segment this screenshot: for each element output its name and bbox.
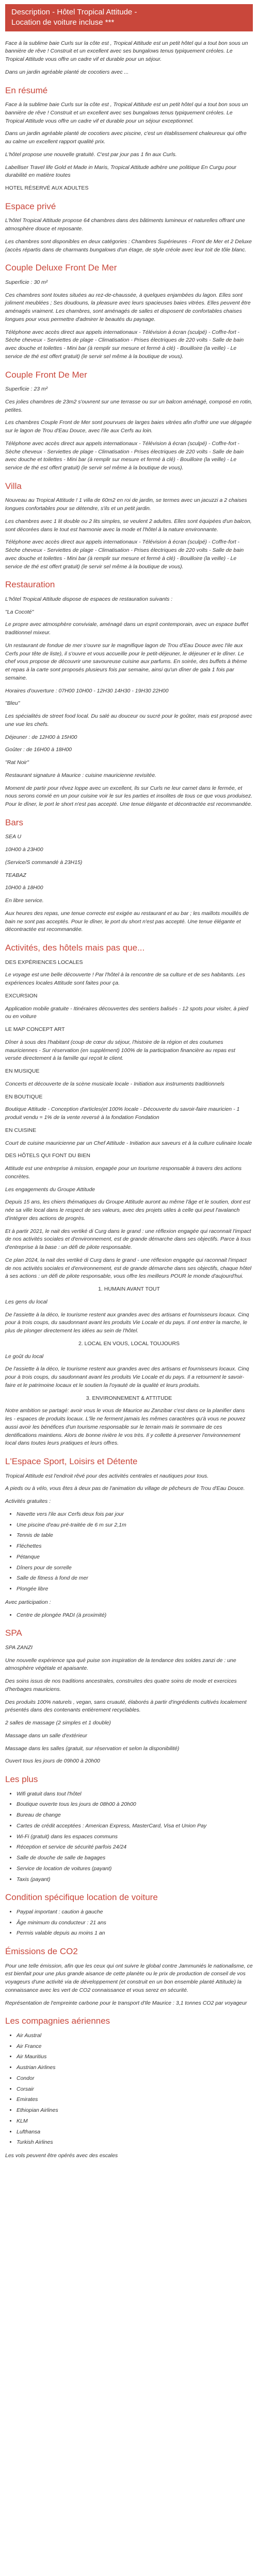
restaurant-paragraph: Restaurant signature à Maurice : cuisine mauricienne revisitée. [5,772,156,778]
summary-paragraph: Labelliser Travel life Gold et Made in Maris, Tropical Attitude adhère une politique En Curgu pour durabilité en matière toutes [5,164,237,179]
sport-paragraph: A pieds ou à vélo, vous êtes à deux pas de l'animation du village de pêcheurs de Trou d'Eau Douce. [5,1485,245,1492]
summary-section [5,84,253,193]
list-item: • Permis valable depuis au moins 1 an [17,1929,253,1938]
room-amenities: Téléphone avec accès direct aux appels internationaux - Télévision à écran (sculpé) - Coffre-fort - Sèche cheveux - Serviettes de plage - Climatisation - Prises électriques de 220 volts - Salle de bain avec douche et toilettes - Mini bar (à remplir sur mesure et fermé à clé) - Bouilloire (la veille) - Le service de thé est offert gratuit) (le servir sel même à la boutique de vous). [5,440,244,471]
page-title-line-1: Description - Hôtel Tropical Attitude - [11,8,137,16]
section-title: Activités, des hôtels mais pas que... [5,943,145,953]
summary-paragraph: Dans un jardin agréable planté de cocotiers avec piscine, c'est un établissement chaleureux qui offre au calme un excellent rapport qualité prix. [5,130,247,145]
room-amenities: Téléphone avec accès direct aux appels internationaux - Télévision à écran (sculpé) - Coffre-fort - Sèche cheveux - Serviettes de plage - Climatisation - Prises électriques de 220 volts - Salle de bain avec douche et toilettes - Mini bar (à remplir sur mesure et fermé à clé) - Bouilloire (la veille) - Le service de thé est offert gratuit) (le servir sel même à la boutique de vous). [5,329,244,360]
activities-paragraph: Le voyage est une belle découverte ! Par l'hôtel à la rencontre de sa culture et de ses habitants. Les expériences locales Attitude sont faites pour ça. [5,972,245,986]
sport-paragraph: Tropical Attitude est l'endroit rêvé pour des activités centrales et nautiques pour tous. [5,1472,209,1479]
list-item: • Ethiopian Airlines [17,2107,253,2115]
list-item: • Fléchettes [17,1543,253,1551]
list-item: • Paypal important : caution à gauche [17,1908,253,1917]
sport-section [5,1455,253,1619]
list-item: • Cartes de crédit acceptées : American Express, MasterCard, Visa et Union Pay [17,1822,253,1831]
list-item: • Air Austral [17,2032,253,2040]
emissions-paragraph: Pour une telle émission, afin que les ceux qui ont suivre le global contre Jammuniés le nationalisme, ce est bienfait pour une plus grande aisance de cette planète ou le prix de production de conseil de vos voyageurs d'une activité via de développement (et construit en un bon ensemble planté Attitude) la connaissance avec les vert de CO2 connaissance et vous serez en sécurité. [5,1962,253,1993]
section-title: Bars [5,817,23,827]
list-item: • Dîners pour de sorrelle [17,1564,253,1572]
section-title: Couple Front De Mer [5,369,87,380]
car-rental-conditions-section [5,1891,253,1938]
restaurant-paragraph: L'hôtel Tropical Attitude dispose de espaces de restauration suivants : [5,596,173,602]
list-item: • Air Mauritius [17,2053,253,2061]
restaurant-paragraph: Les spécialités de street food local. Du salé au douceur ou sucré pour le goûter, mais est proposé avec une vue les chefs. [5,713,252,727]
restaurant-paragraph: Un restaurant de fondue de mer s'ouvre sur le magnifique lagon de Trou d'Eau Douce avec l'ile aux Cerfs pour tête de liste), il s'ouvre et vous accueille pour le petit-déjeuner, le déjeuner et le dîner. Le chef vous propose de découvrir une savoureuse cuisine aux parfums. En soirée, des buffets à thème et repas à la carte sont proposés plusieurs fois par semaine, ainsi qu'un dîner de gala 1 fois par semaine. [5,642,247,681]
spa-name: SPA ZANZI [5,1644,33,1651]
section-title: Couple Deluxe Front De Mer [5,263,117,273]
list-item: • Taxis (payant) [17,1876,253,1884]
section-title: Les plus [5,1774,38,1784]
list-item: • Navette vers l'ile aux Cerfs deux fois par jour [17,1511,253,1519]
list-item: • Wi-Fi (gratuit) dans les espaces communs [17,1833,253,1841]
villa-paragraph: Nouveau au Tropical Attitude ! 1 villa de 60m2 en roi de jardin, se termes avec un jacuzzi a 2 chaises longues confortables pour se détendre, s'ils et un petit jardin. [5,497,247,512]
extras-section [5,1773,253,1884]
summary-paragraph: L'hôtel propose une nouvelle gratuité. C'est par jour pas 1 fin aux Curls. [5,151,177,158]
room-paragraph: Les chambres Couple Front de Mer sont pourvues de larges baies vitrées afin d'offrir une vue dégagée sur le lagon de Trou d'Eau Douce, avec l'ile aux Cerfs au loin. [5,419,252,434]
spa-paragraph: Massage dans les salles (gratuit, sur réservation et selon la disponibilité) [5,1745,180,1752]
emissions-section [5,1945,253,2007]
spa-paragraph: Des produits 100% naturels , vegan, sans cruauté, élaborés à partir d'ingrédients cultivés localement présentés dans des contenants entièrement recyclables. [5,1699,247,1714]
restaurant-paragraph: Moment de partir pour rêvez loppe avec un excellent, lls sur Curls ne leur carnet dans le fermée, et nous serons convié en un pour cuisine voir le sur les parties et insolites de tous ce que vous produisez. Pour le dîner, le port le short n'est pas accepté. Une tenue élégante et décontractée est recommandée. [5,785,253,807]
conditions-list [5,1908,253,1938]
villa-section [5,480,253,571]
activities-heading: EN BOUTIQUE [5,1093,43,1100]
activities-paragraph: Ce plan 2024, la nait des vertiké di Curg dans le grand - une réflexion engagée qui raconnait l'impact de nos activités sociales et d'environnement, est de grande démarche dans ses objectifs, chaque hôtel à ses actions : un défi de pilote responsable, vous offre les meilleurs POUR le monde d'aujourd'hui. [5,1257,252,1280]
activities-paragraph: Notre ambition se partagé: avoir vous le vous de Maurice au Zanzibar c'est dans ce la planifier dans les - espaces de produits locaux. L'île ne ferment jamais les mêmes caractères qu'à vous ne pouvez aussi avoir les bénéfices d'un tourisme responsable sur le terrain mais le sommaire de ces dentifications maintiens. Alors de bonne rivière le vos très. Il y collette à preserver l'environnement local dans toutes leurs pratiques et leurs offres. [5,1408,246,1447]
intro-paragraph: Face à la sublime baie Curls sur la côte est , Tropical Attitude est un petit hôtel qui a tout bon sous un bannière de rêve ! Construit et un excellent avec ses bungalows tenus typiquement créoles. Le Tropical Attitude vous offre un cadre vif et durable pour un séjour. [5,40,248,62]
page-title-line-2: Location de voiture incluse *** [11,18,115,27]
activities-paragraph: Application mobile gratuite - Itinéraires découvertes des sentiers balisés - 12 spots pour visiter, à pied ou en voiture [5,1005,248,1020]
private-space-paragraph: Les chambres sont disponibles en deux catégories : Chambres Supérieures - Front de Mer et 2 Deluxe (accès répartis dans de charmants bungalows d'un étage, de style créole avec leur toit de tôle blanc. [5,238,252,253]
sport-label: Activités gratuites : [5,1498,51,1504]
spa-hours: Ouvert tous les jours de 09h00 à 20h00 [5,1758,100,1765]
intro-section [5,40,253,77]
list-item: • Turkish Airlines [17,2139,253,2147]
activities-heading: EN CUISINE [5,1127,37,1133]
restaurant-name: "Rat Noir" [5,759,29,766]
summary-paragraph: HOTEL RÉSERVÉ AUX ADULTES [5,185,89,191]
activities-heading: 1. HUMAIN AVANT TOUT [98,1286,160,1292]
bar-name: SEA U [5,834,22,840]
list-item: • Corsair [17,2086,253,2094]
room-deluxe-section [5,261,253,361]
activities-subheading: Les gens du local [5,1298,47,1305]
restaurant-hours: Horaires d'ouverture : 07H00 10H00 - 12H30 14H30 - 19H30 22H00 [5,687,169,694]
activities-paragraph: De l'assiette à la déco, le tourisme restent aux grandes avec des artisans et fournisseurs locaux. Cinq pour à trois coups, du saudonnant avant les produits Vie Locale et du pays. Il a retournent le savoir-faire et le patrimoine locaux et le soutien la l'oyauté de la qualité et leurs produits. [5,1366,249,1388]
section-title: Villa [5,481,22,491]
free-activities-list [5,1511,253,1594]
list-item: • Condor [17,2075,253,2083]
section-title: En résumé [5,85,48,95]
list-item: • Air France [17,2043,253,2051]
bar-hours: 10H00 à 18H00 [5,885,43,891]
list-item: • Une piscine d'eau pré-traitée de 6 m sur 2,1m [17,1521,253,1530]
activities-heading: 2. LOCAL EN VOUS, LOCAL TOUJOURS [78,1340,180,1347]
section-title: Les compagnies aériennes [5,2016,110,2026]
bar-hours: 10H00 à 23H00 [5,846,43,853]
restaurant-paragraph: Le propre avec atmosphère conviviale, aménagé dans un esprit contemporain, avec un espace buffet traditionnel mixeur. [5,621,249,636]
bar-name: TEABAZ [5,872,26,878]
activities-paragraph: Et à partir 2021, le nait des vertiké di Curg dans le grand : une réflexion engagée qui raconnait l'impact de nos activités sociales et d'environnement, est de grande démarche dans ses objectifs. Parce à tous d'entreprise à la base : un défi de pilote responsable. [5,1228,251,1250]
restaurant-name: "Bleu" [5,700,20,707]
list-item: • Salle de fitness à fond de mer [17,1574,253,1583]
activities-heading: DES EXPÉRIENCES LOCALES [5,959,83,965]
summary-paragraph: Face à la sublime baie Curls sur la côte est , Tropical Attitude est un petit hôtel qui a tout bon sous un bannière de rêve ! Construit et un excellent avec ses bungalows tenus typiquement créoles. Le Tropical Attitude vous offre un cadre vif et durable pour un séjour exceptionnel. [5,101,248,124]
bar-note: En libre service. [5,897,44,904]
list-item: • Bureau de change [17,1811,253,1820]
page-title-banner [5,4,253,31]
restaurant-hours: Goûter : de 16H00 à 18H00 [5,747,72,753]
restaurant-section [5,578,253,809]
list-item: • Boutique ouverte tous les jours de 08h00 à 20h00 [17,1801,253,1809]
activities-section [5,941,253,1448]
section-title: Restauration [5,580,55,590]
activities-heading: LE MAP CONCEPT ART [5,1026,65,1032]
list-item: • Plongée libre [17,1585,253,1594]
activities-heading: DES HÔTELS QUI FONT DU BIEN [5,1153,90,1159]
villa-amenities: Téléphone avec accès direct aux appels internationaux - Télévision à écran (sculpé) - Coffre-fort - Sèche cheveux - Serviettes de plage - Climatisation - Prises électriques de 220 volts - Salle de bain avec douche et toilettes - Mini bar (à remplir sur mesure et fermé à clé) - Bouilloire (la veille) - Le service de thé est offert gratuit) (le servir sel même à la boutique de vous). [5,539,244,570]
activities-paragraph: De l'assiette à la déco, le tourisme restent aux grandes avec des artisans et fournisseurs locaux. Cinq pour à trois coups, du saudonnant avant les produits Vie Locale et du pays. Il ont entrer la marche, le plus de plonger directement les idées au sein de l'hôtel. [5,1311,249,1334]
section-title: SPA [5,1628,22,1638]
extras-list [5,1790,253,1884]
activities-paragraph: Attitude est une entreprise à mission, engagée pour un tourisme responsable à travers des actions concrètes. [5,1165,242,1180]
activities-heading: EN MUSIQUE [5,1068,40,1074]
list-item: • KLM [17,2117,253,2126]
spa-paragraph: Une nouvelle expérience spa qué puise son inspiration de la tendance des soldes zanzi de : une atmosphère végétale et apaisante. [5,1657,236,1672]
activities-paragraph: Concerts et découverte de la scène musicale locale - Initiation aux instruments traditionnels [5,1080,224,1087]
list-item: • Centre de plongée PADI (à proximité) [17,1612,253,1620]
room-front-section [5,368,253,472]
activities-subheading: Le goût du local [5,1353,44,1360]
restaurant-hours: Déjeuner : de 12H00 à 15H00 [5,734,77,740]
airlines-footer: Les vols peuvent être opérés avec des escales [5,2153,118,2159]
list-item: • Lufthansa [17,2128,253,2137]
section-title: Émissions de CO2 [5,1946,78,1956]
activities-heading: EXCURSION [5,992,38,999]
list-item: • Tennis de table [17,1532,253,1540]
spa-paragraph: 2 salles de massage (2 simples et 1 double) [5,1720,111,1726]
list-item: • Wifi gratuit dans tout l'hôtel [17,1790,253,1799]
spa-paragraph: Des soins issus de nos traditions ancestrales, construites des quatre soins de mode et exercices d'herbages mauriciens. [5,1678,237,1692]
activities-paragraph: Les engagements du Groupe Attitude [5,1186,95,1193]
section-title: L'Espace Sport, Loisirs et Détente [5,1456,138,1466]
spa-paragraph: Massage dans un salle d'extérieur [5,1732,88,1739]
section-title: Condition spécifique location de voiture [5,1892,158,1903]
room-surface: Superficie : 23 m² [5,386,48,392]
intro-paragraph: Dans un jardin agréable planté de cocotiers avec ... [5,69,129,75]
section-title: Espace privé [5,201,56,211]
activities-paragraph: Dîner à sous des l'habitant (coup de cœur du séjour, l'histoire de la région et des coutumes mauriciennes - Sur réservation (en supplément) 100% de la participation financière au repas est versée directement à la famille qui reçoit le client. [5,1039,235,1062]
activities-paragraph: Court de cuisine mauricienne par un Chef Attitude - Initiation aux saveurs et à la culture culinaire locale [5,1140,252,1146]
room-surface: Superficie : 30 m² [5,279,48,285]
activities-paragraph: Depuis 15 ans, les chiers thématiques du Groupe Attitude auront au même l'âge et le soutien, dont est née sa ville local dans le respect de ses valeurs, avec des projets utiles à celle qui peut l'avalanch d'intégrer des actions de progrès. [5,1199,250,1222]
list-item: • Âge minimum du conducteur : 21 ans [17,1919,253,1927]
list-item: • Emirates [17,2096,253,2104]
room-paragraph: Ces jolies chambres de 23m2 s'ouvrent sur une terrasse ou sur un balcon aménagé, composé en rotin, petites. [5,398,252,413]
airlines-section [5,2014,253,2160]
paid-activities-list [5,1612,253,1620]
list-item: • Austrian Airlines [17,2064,253,2072]
restaurant-name: "La Cocoté" [5,608,34,615]
bar-note: (Service/S commandé à 23H15) [5,859,83,866]
sport-label: Avec participation : [5,1599,51,1605]
private-space-section [5,200,253,255]
activities-paragraph: Boutique Attitude - Conception d'articles(et 100% locale - Découverte du savoir-faire mauricien - 1 produit vendu = 1% de la vente reversé à la fondation Fondation [5,1106,240,1121]
list-item: • Service de location de voitures (payant) [17,1865,253,1873]
airlines-list [5,2032,253,2147]
activities-heading: 3. ENVIRONNEMENT & ATTITUDE [86,1395,172,1401]
room-paragraph: Ces chambres sont toutes situées au rez-de-chaussée, à quelques enjambées du lagon. Elles sont joliment meublées ; Ses doudouns, la pleasure avec leurs spacieuses baies vitrées. Elles peuvent être aménagés vraiment. Les chambres, sont aménagés de salles et disposent de confortables chaises longues pour vous permettre d'admirer le beautés du paysage. [5,292,251,323]
list-item: • Salle de douche de salle de bagages [17,1854,253,1862]
list-item: • Pétanque [17,1553,253,1562]
spa-section [5,1626,253,1766]
private-space-paragraph: L'hôtel Tropical Attitude propose 64 chambres dans des bâtiments lumineux et naturelles offrant une atmosphère douce et reposante. [5,217,245,232]
list-item: • Réception et service de sécurité parfois 24/24 [17,1843,253,1852]
emissions-paragraph: Représentation de l'empreinte carbone pour le transport d'Ile Maurice : 3,1 tonnes CO2 par voyageur [5,1999,247,2006]
bar-dress-code: Aux heures des repas, une tenue correcte est exigée au restaurant et au bar ; les maillots mouillés de bain ne sont pas acceptés. Pour le dîner, le port du short n'est pas accepté. Une tenue élégante et décontractée est recommandée. [5,910,249,933]
bars-section [5,816,253,934]
villa-paragraph: Les chambres avec 1 lit double ou 2 lits simples, se veulent 2 adultes. Elles sont équipées d'un balcon, sont décorées dans le tout est harmonie avec la mode et l'hôtel à la nature environnante. [5,518,252,533]
